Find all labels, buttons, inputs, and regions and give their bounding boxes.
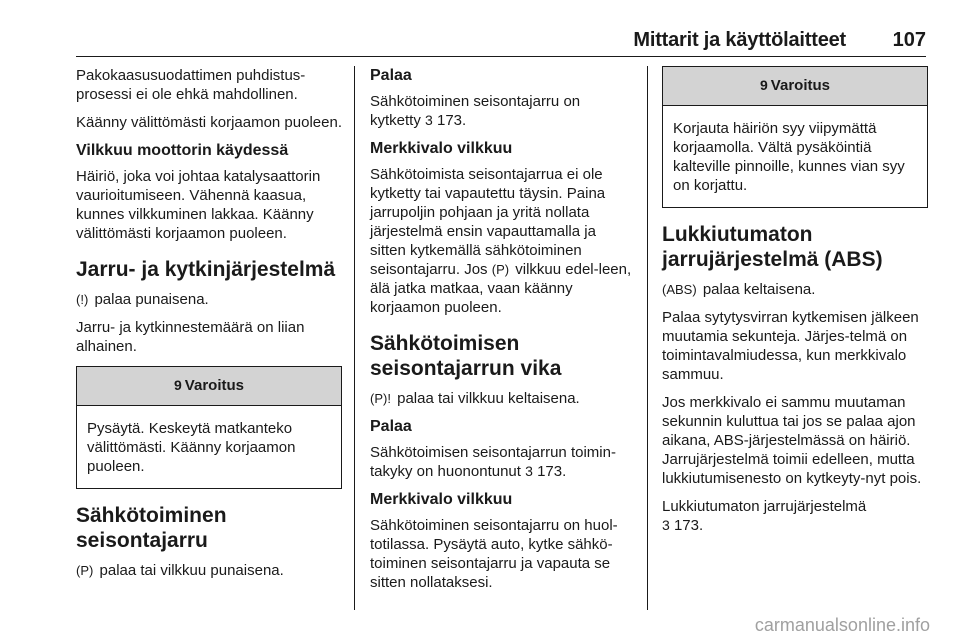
warning-body: Pysäytä. Keskeytä matkanteko välittömästi. Käänny korjaamon puoleen. xyxy=(87,420,296,475)
parking-brake-fault-icon: (P)! xyxy=(370,391,391,406)
paragraph: (!) palaa punaisena. xyxy=(76,291,209,308)
abs-icon: (ABS) xyxy=(662,282,697,297)
paragraph: Lukkiutumaton jarrujärjestelmä 3 173. xyxy=(662,498,867,534)
warning-triangle-icon: 9 xyxy=(760,77,768,93)
column-2 xyxy=(370,66,634,601)
warning-box xyxy=(76,366,342,489)
page-ref[interactable]: 173. xyxy=(537,463,567,480)
warning-triangle-icon: 9 xyxy=(174,377,182,393)
column-1 xyxy=(76,66,342,589)
paragraph: Palaa sytytysvirran kytkemisen jälkeen muutamia sekunteja. Järjes-telmä on toimintavalmiudessa, kun merkkivalo sammuu. xyxy=(662,309,919,383)
paragraph: Sähkötoiminen seisontajarru on huol-totilassa. Pysäytä auto, kytke sähkö-toiminen seisontajarru ja vapauta se sitten nollataksesi. xyxy=(370,517,618,591)
section-heading: Jarru- ja kytkinjärjestelmä xyxy=(76,258,336,281)
paragraph: (P) palaa tai vilkkuu punaisena. xyxy=(76,562,284,579)
parking-brake-icon: (P) xyxy=(491,262,510,277)
paragraph: Häiriö, joka voi johtaa katalysaattorin vaurioitumiseen. Vähennä kaasua, kunnes vilkkuminen lakkaa. Käänny välittömästi korjaamon puoleen. xyxy=(76,168,321,242)
brake-warning-icon: (!) xyxy=(76,292,89,307)
page-number: 107 xyxy=(892,29,926,51)
warning-box xyxy=(662,66,928,208)
page-header xyxy=(76,26,926,57)
column-divider xyxy=(354,66,355,610)
paragraph: Käänny välittömästi korjaamon puoleen. xyxy=(76,114,342,131)
warning-body: Korjauta häiriön syy viipymättä korjaamolla. Vältä pysäköintiä kalteville pinnoille, kunnes vian syy on korjattu. xyxy=(673,120,905,194)
parking-brake-icon: (P) xyxy=(76,563,94,578)
page-ref-arrow-icon: 3 xyxy=(425,112,433,128)
watermark: carmanualsonline.info xyxy=(754,615,930,635)
subheading: Palaa xyxy=(370,418,412,435)
section-heading: Sähkötoiminen seisontajarru xyxy=(76,504,227,552)
page-ref-arrow-icon: 3 xyxy=(662,517,670,533)
subheading: Vilkkuu moottorin käydessä xyxy=(76,142,289,159)
warning-header: 9 Varoitus xyxy=(77,367,341,406)
page-title: Mittarit ja käyttölaitteet xyxy=(633,29,846,51)
page-ref-arrow-icon: 3 xyxy=(525,463,533,479)
subheading: Palaa xyxy=(370,67,412,84)
page-ref[interactable]: 173. xyxy=(437,112,467,129)
paragraph: Sähkötoimista seisontajarrua ei ole kytketty tai vapautettu täysin. Paina jarrupoljin pohjaan ja yritä nollata järjestelmä ensin vapauttamalla ja sitten kytkemällä sähkötoiminen seisontajarru. Jos (P) vilkkuu edel-leen, älä jatka matkaa, vaan käänny korjaamon puoleen. xyxy=(370,166,632,316)
paragraph: Sähkötoiminen seisontajarru on kytketty 3 173. xyxy=(370,93,581,129)
paragraph: Sähkötoimisen seisontajarrun toimin-takyky on huonontunut 3 173. xyxy=(370,444,616,480)
column-divider xyxy=(647,66,648,610)
section-heading: Sähkötoimisen seisontajarrun vika xyxy=(370,332,562,380)
warning-header: 9 Varoitus xyxy=(663,67,927,106)
page-ref[interactable]: 173. xyxy=(673,517,704,534)
paragraph: (P)! palaa tai vilkkuu keltaisena. xyxy=(370,390,580,407)
section-heading: Lukkiutumaton jarrujärjestelmä (ABS) xyxy=(662,223,883,271)
column-3 xyxy=(662,66,928,544)
paragraph: Pakokaasusuodattimen puhdistus-prosessi ei ole ehkä mahdollinen. xyxy=(76,67,306,103)
subheading: Merkkivalo vilkkuu xyxy=(370,140,513,157)
subheading: Merkkivalo vilkkuu xyxy=(370,491,513,508)
paragraph: Jos merkkivalo ei sammu muutaman sekunnin kuluttua tai jos se palaa ajon aikana, ABS-järjestelmässä on häiriö. Jarrujärjestelmä toimii edelleen, mutta lukkiutumisenesto on kytkeyty-nyt pois. xyxy=(662,394,922,487)
paragraph: (ABS) palaa keltaisena. xyxy=(662,281,816,298)
paragraph: Jarru- ja kytkinnestemäärä on liian alhainen. xyxy=(76,319,305,355)
